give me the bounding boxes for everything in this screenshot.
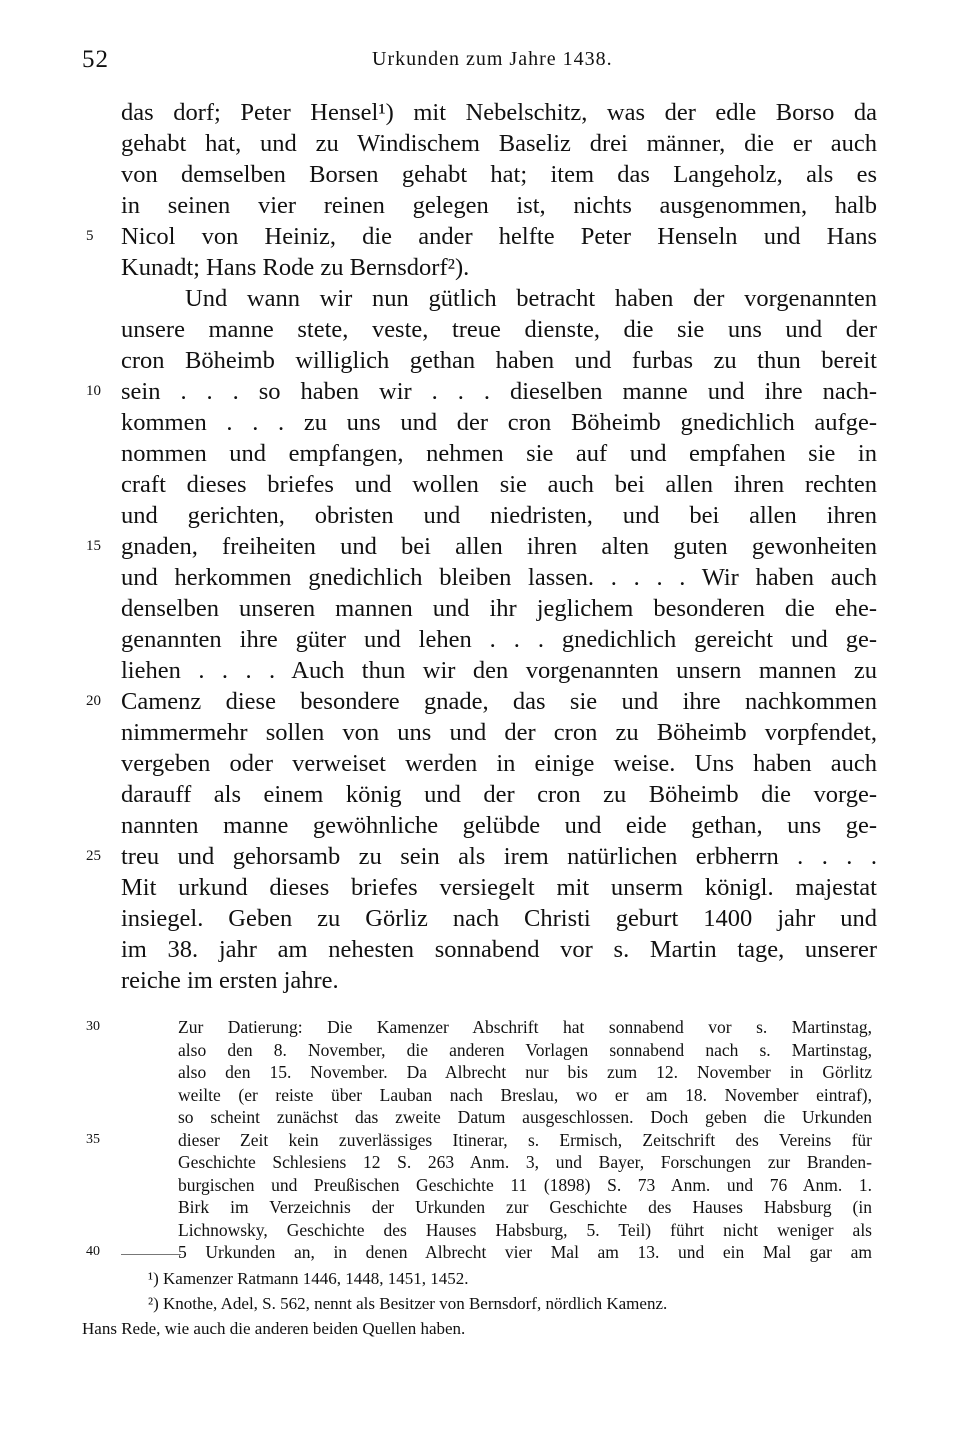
note-line: burgischen und Preußischen Geschichte 11 (1898) S. 73 Anm. und 76 Anm. 1. bbox=[178, 1174, 872, 1195]
note-line: weilte (er reiste über Lauban nach Breslau, wo er am 18. November eintraf), bbox=[178, 1084, 872, 1105]
text-line: denselben unseren mannen und ihr jeglichem besonderen die ehe- bbox=[121, 595, 877, 622]
text-line: das dorf; Peter Hensel¹) mit Nebelschitz, was der edle Borso da bbox=[121, 99, 877, 126]
footnote: Hans Rede, wie auch die anderen beiden Quellen haben. bbox=[82, 1319, 466, 1338]
note-line: Birk im Verzeichnis der Urkunden zur Geschichte des Hauses Habsburg (in bbox=[178, 1197, 872, 1217]
page-number: 52 bbox=[82, 46, 109, 73]
text-line: cron Böheimb williglich gethan haben und furbas zu thun bereit bbox=[121, 347, 877, 374]
text-line: Und wann wir nun gütlich betracht haben der vorgenannten bbox=[185, 285, 877, 312]
text-line: craft dieses briefes und wollen sie auch bei allen ihren rechten bbox=[121, 471, 877, 498]
text-line: genannten ihre güter und lehen . . . gnedichlich gereicht und ge- bbox=[121, 626, 877, 653]
text-line: sein . . . so haben wir . . . dieselben manne und ihre nach- bbox=[121, 378, 877, 405]
text-line: liehen . . . . Auch thun wir den vorgenannten unsern mannen zu bbox=[121, 657, 877, 684]
note-line: dieser Zeit kein zuverlässiges Itinerar, s. Ermisch, Zeitschrift des Vereins für bbox=[178, 1129, 872, 1150]
text-line: treu und gehorsamb zu sein als irem natürlichen erbherrn . . . . bbox=[121, 843, 877, 870]
text-line: Kunadt; Hans Rode zu Bernsdorf²). bbox=[121, 254, 470, 281]
text-line: Camenz diese besondere gnade, das sie und ihre nachkommen bbox=[121, 688, 877, 715]
text-line: unsere manne stete, veste, treue dienste, die sie uns und der bbox=[121, 316, 877, 343]
text-line: in seinen vier reinen gelegen ist, nichts ausgenommen, halb bbox=[121, 192, 877, 219]
text-line: vergeben oder verweiset werden in einige weise. Uns haben auch bbox=[121, 750, 877, 777]
text-line: nannten manne gewöhnliche gelübde und eide gethan, uns ge- bbox=[121, 812, 877, 839]
footnote: ²) Knothe, Adel, S. 562, nennt als Besitzer von Bernsdorf, nördlich Kamenz. bbox=[148, 1294, 668, 1313]
note-line: so scheint zunächst das zweite Datum ausgeschlossen. Doch geben die Urkunden bbox=[178, 1107, 872, 1127]
text-line: Mit urkund dieses briefes versiegelt mit unserm königl. majestat bbox=[121, 874, 877, 901]
line-number: 25 bbox=[86, 848, 101, 864]
line-number: 40 bbox=[86, 1244, 100, 1259]
footnote-rule bbox=[121, 1254, 181, 1255]
text-line: Nicol von Heiniz, die ander helfte Peter Henseln und Hans bbox=[121, 223, 877, 250]
text-line: von demselben Borsen gehabt hat; item das Langeholz, als es bbox=[121, 161, 877, 188]
note-line: also den 8. November, die anderen Vorlagen sonnabend nach s. Martinstag, bbox=[178, 1039, 872, 1060]
text-line: kommen . . . zu uns und der cron Böheimb gnedichlich aufge- bbox=[121, 409, 877, 436]
note-line: Geschichte Schlesiens 12 S. 263 Anm. 3, und Bayer, Forschungen zur Branden- bbox=[178, 1152, 872, 1172]
text-line: darauff als einem könig und der cron zu Böheimb die vorge- bbox=[121, 781, 877, 808]
running-title: Urkunden zum Jahre 1438. bbox=[372, 48, 613, 70]
text-line: nimmermehr sollen von uns und der cron zu Böheimb vorpfendet, bbox=[121, 719, 877, 746]
text-line: gehabt hat, und zu Windischem Baseliz drei männer, die er auch bbox=[121, 130, 877, 157]
line-number: 35 bbox=[86, 1131, 100, 1147]
footnote: ¹) Kamenzer Ratmann 1446, 1448, 1451, 1452. bbox=[148, 1269, 469, 1288]
line-number: 15 bbox=[86, 538, 101, 554]
note-line: Zur Datierung: Die Kamenzer Abschrift hat sonnabend vor s. Martinstag, bbox=[178, 1017, 872, 1037]
text-line: nommen und empfangen, nehmen sie auf und empfahen sie in bbox=[121, 440, 877, 467]
text-line: reiche im ersten jahre. bbox=[121, 967, 339, 994]
text-line: insiegel. Geben zu Görliz nach Christi geburt 1400 jahr und bbox=[121, 905, 877, 932]
text-line: und gerichten, obristen und niedristen, und bei allen ihren bbox=[121, 502, 877, 529]
line-number: 10 bbox=[86, 383, 101, 399]
line-number: 5 bbox=[86, 228, 94, 244]
line-number: 20 bbox=[86, 693, 101, 709]
note-line: also den 15. November. Da Albrecht nur bis zum 12. November in Görlitz bbox=[178, 1062, 872, 1082]
note-line: Lichnowsky, Geschichte des Hauses Habsburg, 5. Teil) führt nicht weniger als bbox=[178, 1219, 872, 1240]
text-line: und herkommen gnedichlich bleiben lassen. . . . . Wir haben auch bbox=[121, 564, 877, 591]
note-line: 5 Urkunden an, in denen Albrecht vier Mal am 13. und ein Mal gar am bbox=[178, 1242, 872, 1262]
line-number: 30 bbox=[86, 1019, 100, 1034]
text-line: gnaden, freiheiten und bei allen ihren alten guten gewonheiten bbox=[121, 533, 877, 560]
text-line: im 38. jahr am nehesten sonnabend vor s. Martin tage, unserer bbox=[121, 936, 877, 963]
